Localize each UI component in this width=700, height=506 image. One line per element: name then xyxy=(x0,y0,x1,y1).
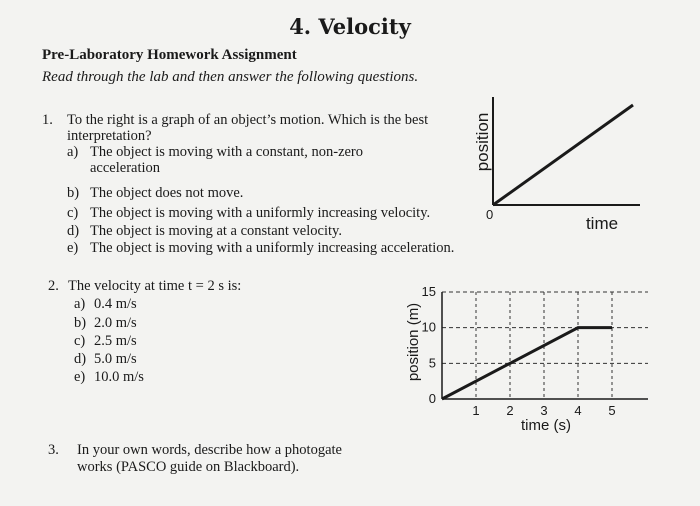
question-text-line: The velocity at time t = 2 s is: xyxy=(68,278,242,294)
option-text: 2.0 m/s xyxy=(94,315,137,331)
page-title: 4. Velocity xyxy=(289,14,411,39)
y-tick-label: 5 xyxy=(428,355,436,371)
option-letter: c) xyxy=(67,205,79,221)
question-text-line: In your own words, describe how a photogate xyxy=(77,442,342,458)
question-number: 2. xyxy=(48,278,59,294)
y-axis-label: position (m) xyxy=(405,302,422,382)
option-letter: b) xyxy=(67,185,80,201)
question-text-line: interpretation? xyxy=(67,128,152,144)
position-time-grid-graph xyxy=(398,280,650,438)
option-text: acceleration xyxy=(90,160,161,176)
x-tick-label: 2 xyxy=(506,403,514,418)
position-time-graph xyxy=(468,92,648,242)
option-letter: b) xyxy=(74,315,87,331)
question-text-line: works (PASCO guide on Blackboard). xyxy=(77,459,300,475)
x-tick-label: 4 xyxy=(574,403,582,418)
option-e[interactable] xyxy=(67,240,455,257)
option-text: The object does not move. xyxy=(90,185,244,201)
option-letter: c) xyxy=(74,333,86,349)
y-tick-label: 15 xyxy=(421,284,436,299)
question-text-line: To the right is a graph of an object’s motion. Which is the best xyxy=(67,112,429,128)
option-letter: e) xyxy=(74,369,86,385)
x-axis-label: time xyxy=(585,214,619,233)
option-d[interactable] xyxy=(74,351,137,368)
option-a[interactable] xyxy=(74,296,137,313)
option-letter: a) xyxy=(67,144,79,160)
y-tick-label: 0 xyxy=(428,391,436,406)
y-tick-label: 10 xyxy=(421,319,436,335)
option-letter: e) xyxy=(67,240,79,256)
x-tick-label: 3 xyxy=(540,403,548,418)
x-tick-label: 1 xyxy=(472,403,480,418)
question-number: 1. xyxy=(42,112,53,128)
x-axis-label: time (s) xyxy=(521,417,571,434)
assignment-subtitle: Pre-Laboratory Homework Assignment xyxy=(42,47,297,63)
option-text: The object is moving with a constant, non-zero xyxy=(90,144,364,160)
option-letter: d) xyxy=(67,223,80,239)
y-axis-label: position xyxy=(473,112,492,172)
option-text: The object is moving at a constant velocity. xyxy=(90,223,342,239)
option-c[interactable] xyxy=(74,333,137,350)
option-b[interactable] xyxy=(67,185,244,202)
option-letter: d) xyxy=(74,351,87,367)
option-text: The object is moving with a uniformly increasing velocity. xyxy=(90,205,431,221)
x-tick-label: 5 xyxy=(608,403,616,418)
option-d[interactable] xyxy=(67,223,342,240)
option-text: 5.0 m/s xyxy=(94,351,137,367)
option-e[interactable] xyxy=(74,369,144,386)
option-letter: a) xyxy=(74,296,86,312)
option-a[interactable] xyxy=(67,144,364,176)
question-number: 3. xyxy=(48,442,59,458)
instructions: Read through the lab and then answer the following questions. xyxy=(42,69,419,85)
option-text: The object is moving with a uniformly increasing acceleration. xyxy=(90,240,455,256)
tick-labels xyxy=(422,284,616,418)
origin-label: 0 xyxy=(486,207,494,222)
option-text: 2.5 m/s xyxy=(94,333,137,349)
option-text: 10.0 m/s xyxy=(94,369,144,385)
option-c[interactable] xyxy=(67,205,431,222)
position-line xyxy=(493,105,633,205)
option-b[interactable] xyxy=(74,315,137,332)
option-text: 0.4 m/s xyxy=(94,296,137,312)
